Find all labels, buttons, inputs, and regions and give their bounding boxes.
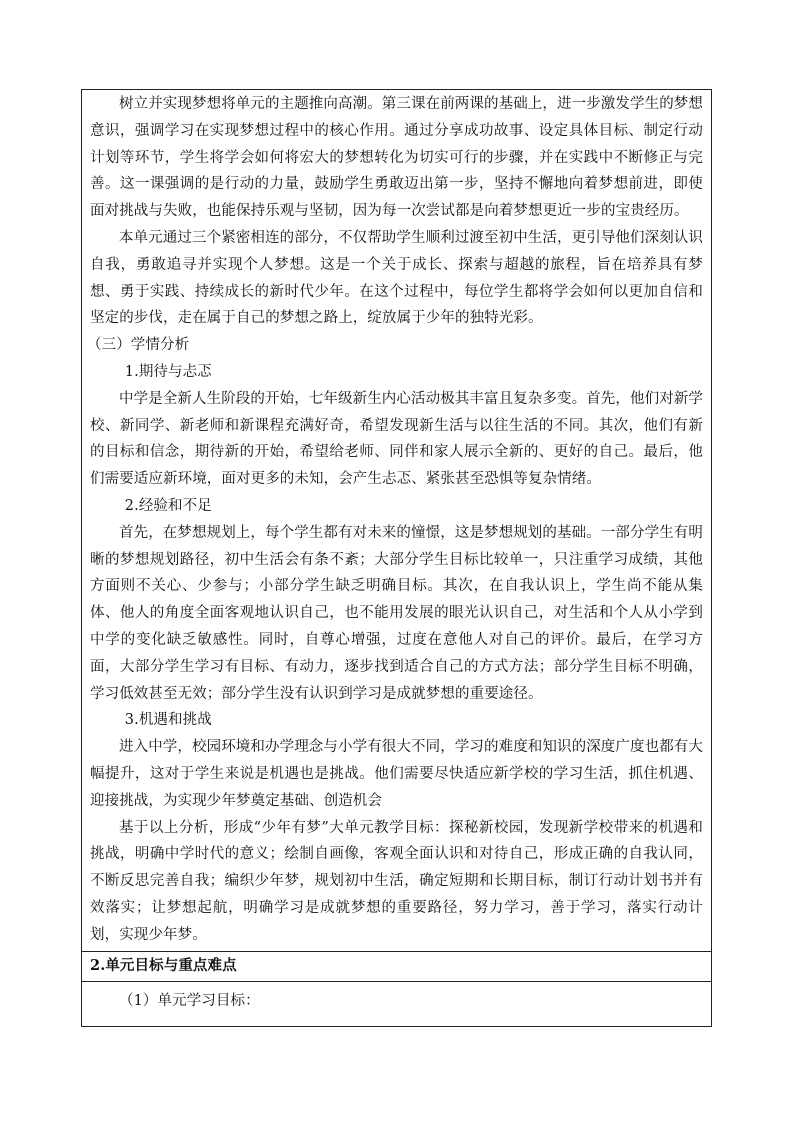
section-title-learner-analysis: （三）学情分析 (87, 337, 190, 354)
paragraph-teaching-goals: 基于以上分析，形成“少年有梦”大单元教学目标：探秘新校园，发现新学校带来的机遇和挑战，明确中学时代的意义；绘制自画像，客观全面认识和对待自己，形成正确的自我认同，不断反思完善自我；编织少年梦，规划初中生活，确定短期和长期目标，制订行动计划书并有效落实；让梦想起航，明确学习是成就梦想的重要路径，努力学习，善于学习，落实行动计划，实现少年梦。 (90, 819, 703, 943)
unit-learning-goals-label: （1）单元学习目标： (119, 992, 260, 1009)
paragraph-unit-summary: 本单元通过三个紧密相连的部分，不仅帮助学生顺利过渡至初中生活，更引导他们深刻认识自我，勇敢追寻并实现个人梦想。这是一个关于成长、探索与超越的旅程，旨在培养具有梦想、勇于实践、持续成长的新时代少年。在这个过程中，每位学生都将学会如何以更加自信和坚定的步伐，走在属于自己的梦想之路上，绽放属于少年的独特光彩。 (90, 229, 703, 327)
unit-goals-header-cell (81, 952, 712, 982)
paragraph-lesson-three: 树立并实现梦想将单元的主题推向高潮。第三课在前两课的基础上，进一步激发学生的梦想意识，强调学习在实现梦想过程中的核心作用。通过分享成功故事、设定具体目标、制定行动计划等环节，学生将学会如何将宏大的梦想转化为切实可行的步骤，并在实践中不断修正与完善。这一课强调的是行动的力量，鼓励学生勇敢迈出第一步，坚持不懈地向着梦想前进，即使面对挑战与失败，也能保持乐观与坚韧，因为每一次尝试都是向着梦想更近一步的宝贵经历。 (90, 96, 703, 220)
lesson-plan-table (81, 89, 712, 1027)
subsection-title-1: 1.期待与忐忑 (124, 363, 212, 380)
subsection-title-3: 3.机遇和挑战 (124, 712, 212, 729)
content-cell (81, 89, 712, 952)
unit-learning-goals-cell (81, 982, 712, 1027)
subsection-text-2: 首先，在梦想规划上，每个学生都有对未来的憧憬，这是梦想规划的基础。一部分学生有明晰的梦想规划路径，初中生活会有条不紊；大部分学生目标比较单一，只注重学习成绩，其他方面则不关心、少参与；小部分学生缺乏明确目标。其次，在自我认识上，学生尚不能从集体、他人的角度全面客观地认识自己，也不能用发展的眼光认识自己，对生活和个人从小学到中学的变化缺乏敏感性。同时，自尊心增强，过度在意他人对自己的评价。最后，在学习方面，大部分学生学习有目标、有动力，逐步找到适合自己的方式方法；部分学生目标不明确，学习低效甚至无效；部分学生没有认识到学习是成就梦想的重要途径。 (90, 524, 703, 702)
subsection-title-2: 2.经验和不足 (124, 497, 212, 514)
subsection-text-1: 中学是全新人生阶段的开始，七年级新生内心活动极其丰富且复杂多变。首先，他们对新学校、新同学、新老师和新课程充满好奇，希望发现新生活与以往生活的不同。其次，他们有新的目标和信念，期待新的开始，希望给老师、同伴和家人展示全新的、更好的自己。最后，他们需要适应新环境，面对更多的未知，会产生忐忑、紧张甚至恐惧等复杂情绪。 (90, 390, 703, 488)
subsection-text-3: 进入中学，校园环境和办学理念与小学有很大不同，学习的难度和知识的深度广度也都有大幅提升，这对于学生来说是机遇也是挑战。他们需要尽快适应新学校的学习生活，抓住机遇、迎接挑战，为实现少年梦奠定基础、创造机会 (90, 739, 703, 809)
unit-goals-title: 2.单元目标与重点难点 (90, 956, 237, 974)
